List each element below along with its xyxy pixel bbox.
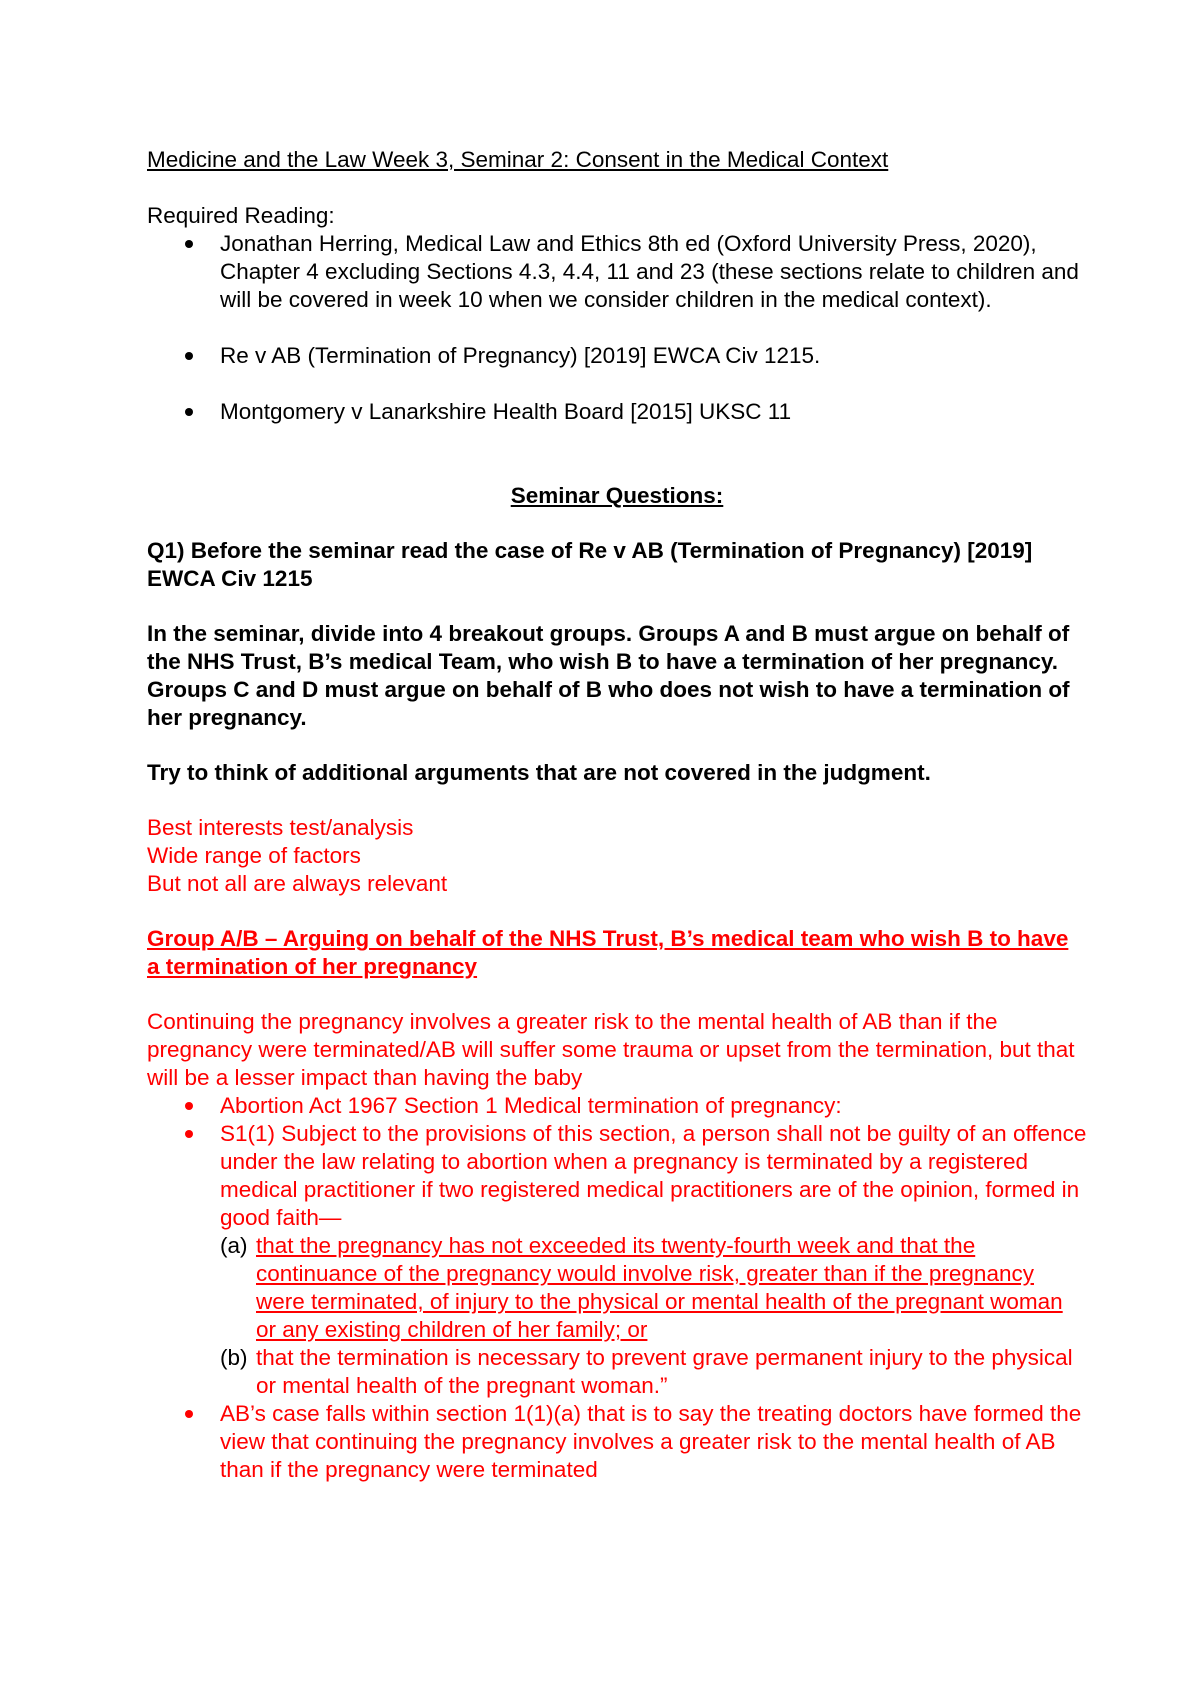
reading-item: Re v AB (Termination of Pregnancy) [2019] EWCA Civ 1215. bbox=[147, 342, 1087, 370]
reading-list bbox=[147, 230, 1087, 426]
document-body bbox=[147, 146, 1087, 1484]
annotation-line: But not all are always relevant bbox=[147, 871, 448, 896]
reading-item: Jonathan Herring, Medical Law and Ethics 8th ed (Oxford University Press, 2020), Chapter 4 excluding Sections 4.3, 4.4, 11 and 23 (these sections relate to children and will be covered in week 10 when we consider children in the medical context). bbox=[147, 230, 1087, 314]
sub-b-marker: (b) bbox=[220, 1345, 248, 1370]
statute-s1-text: S1(1) Subject to the provisions of this section, a person shall not be guilty of an offence under the law relating to abortion when a pregnancy is terminated by a registered medical practitioner if two registered medical practitioners are of the opinion, formed in good faith— bbox=[220, 1121, 1087, 1230]
additional-arguments-prompt: Try to think of additional arguments that are not covered in the judgment. bbox=[147, 760, 931, 785]
required-reading-heading: Required Reading: bbox=[147, 203, 335, 228]
statute-sub-b bbox=[220, 1344, 1087, 1400]
reading-item: Montgomery v Lanarkshire Health Board [2015] UKSC 11 bbox=[147, 398, 1087, 426]
statute-section-item bbox=[147, 1120, 1087, 1400]
annotation-line: Wide range of factors bbox=[147, 843, 361, 868]
statute-title: Abortion Act 1967 Section 1 Medical termination of pregnancy: bbox=[147, 1092, 1087, 1120]
sub-b-text: that the termination is necessary to prevent grave permanent injury to the physical or mental health of the pregnant woman.” bbox=[256, 1345, 1073, 1398]
sub-a-marker: (a) bbox=[220, 1233, 248, 1258]
ab-case-item: AB’s case falls within section 1(1)(a) that is to say the treating doctors have formed the view that continuing the pregnancy involves a greater risk to the mental health of AB than if the pregnancy were terminated bbox=[147, 1400, 1087, 1484]
breakout-instructions: In the seminar, divide into 4 breakout groups. Groups A and B must argue on behalf of the NHS Trust, B’s medical Team, who wish B to have a termination of her pregnancy. Groups C and D must argue on behalf of B who does not wish to have a termination of her pregnancy. bbox=[147, 621, 1070, 730]
spacer bbox=[147, 314, 1087, 342]
argument-intro: Continuing the pregnancy involves a greater risk to the mental health of AB than if the pregnancy were terminated/AB will suffer some trauma or upset from the termination, but that will be a lesser impact than having the baby bbox=[147, 1009, 1075, 1090]
document-title: Medicine and the Law Week 3, Seminar 2: Consent in the Medical Context bbox=[147, 147, 889, 172]
statute-sub-a bbox=[220, 1232, 1087, 1344]
seminar-questions-heading: Seminar Questions: bbox=[510, 483, 724, 508]
question-1: Q1) Before the seminar read the case of Re v AB (Termination of Pregnancy) [2019] EWCA Civ 1215 bbox=[147, 538, 1033, 591]
annotation-line: Best interests test/analysis bbox=[147, 815, 414, 840]
group-ab-heading: Group A/B – Arguing on behalf of the NHS Trust, B’s medical team who wish B to have a termination of her pregnancy bbox=[147, 926, 1069, 979]
spacer bbox=[147, 370, 1087, 398]
argument-list bbox=[147, 1092, 1087, 1484]
sub-a-text: that the pregnancy has not exceeded its twenty-fourth week and that the continuance of the pregnancy would involve risk, greater than if the pregnancy were terminated, of injury to the physical or mental health of the pregnant woman or any existing children of her family; or bbox=[256, 1233, 1063, 1342]
